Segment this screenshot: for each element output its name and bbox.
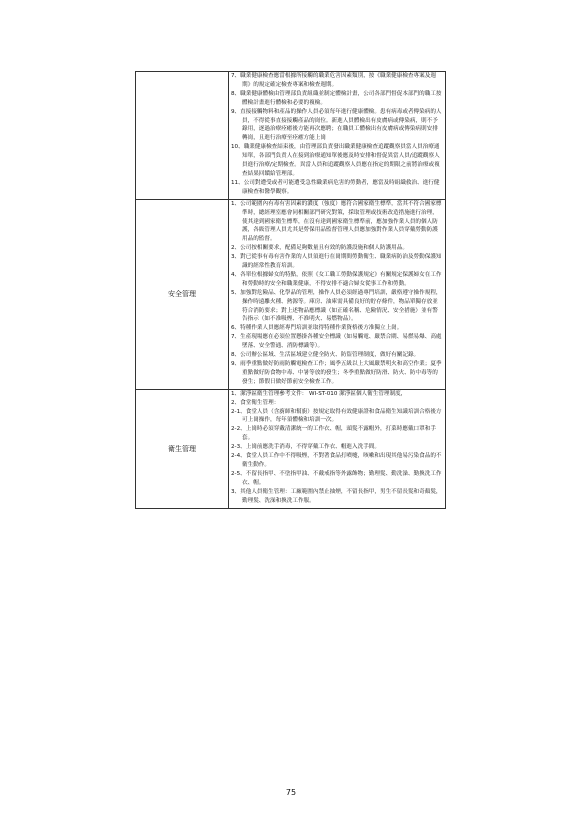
page-number: 75	[285, 788, 297, 797]
list-item: 2、公司按相關要求，配備足夠數量且有效的防護設施和個人防護用品。	[231, 245, 408, 252]
list-item: 2-4、食堂人員工作中不得吸煙，不對著食品打噴嚏，咳嗽和出現其他易污染食品的不衛生動作。	[231, 453, 442, 468]
list-item: 5、加強對危險品、化學品的管理，操作人員必須經過專門培訓，嚴格遵守操作規程，操作時遠離火種、熱源等。庫房、油庫需具備良好的貯存條件，物品單獨存放並符合消防要求；對上述物品應標識（如正確名稱、危險情況、安全措施）並有警告指示（如不准吸煙、不准明火、易燃物品）。	[231, 289, 442, 323]
table-row	[136, 389, 446, 508]
list-item: 7、職業健康檢查應當根據所接觸的職業危害因素類別，按《職業健康檢查專案及週期》的規定確定檢查專案和檢查週期。	[231, 73, 436, 88]
section-label: 衛生管理	[136, 389, 229, 508]
policy-table-body	[136, 72, 446, 509]
list-item: 7、生產現場應在必須位置懸掛各種安全標識（如易觸電、嚴禁合閘、易燃易爆、高處墜落、安全警通、消防標識等）。	[231, 334, 442, 350]
list-item: 8、職業健康體檢由管理部負責組織並制定體檢計畫，公司各部門督促本部門的職工按體檢計畫進行體檢和必要的複檢。	[231, 90, 442, 106]
list-item: 2-3、上崗前應洗手消毒，不得穿戴工作衣、帽進入洗手間。	[231, 444, 380, 451]
list-item: 4、各單位根據婦女的特點，依照《女工職工勞動保護規定》有關規定保護婦女在工作和勞動時的安全和職業健康，不得安排不適合婦女從事工作和勞動。	[231, 271, 442, 287]
list-item: 9、直接接觸物料和產品的操作人員必須每年進行健康體檢。患有病毒或者傳染病的人員，不得從事直接接觸產品的崗位。新進人員體檢出有皮膚病或傳染病，則不予錄用，逐過治療痊癒後方能再次應聘；在職員工體檢出有皮膚病或傳染病則安排轉崗，且進行治療至痊癒方能上崗	[231, 108, 442, 142]
list-item: 2-5、不留長指甲、不塗指甲油、不戴戒指等外露飾物；勤理髮、勤洗澡、勤換洗工作衣、帽。	[231, 470, 442, 486]
list-item: 2、食堂衛生管理：	[231, 399, 280, 406]
list-item: 11、公司對遭受或者可能遭受急性職業病危害的勞動者，應當及時組織救治、進行健康檢查和醫學觀察。	[231, 179, 440, 195]
list-item: 2-2、上崗時必須穿戴清潔統一的工作衣、帽，頭髮不露帽外，打菜時應戴口罩和手套。	[231, 426, 436, 442]
table-row	[136, 72, 446, 200]
section-content	[229, 72, 446, 200]
list-item: 1、公司範圍內有毒有害因素的濃度（強度）應符合國家衛生標準，當其不符合國家標準時，總經理室應會同相關部門研究對策，採取管理或技術改造措施進行治理，使其達到國家衛生標準，在沒有達到國家衛生標準前，應加強作業人員的個人防護，各級管理人員尤其是勞保用品監督管理人員應加強對作業人員穿戴勞動防護用品的監督。	[231, 200, 442, 243]
list-item: 1、潔淨區衛生管理參考文件： WI-ST-010 潔淨區個人衛生管理制度，	[231, 390, 407, 397]
section-content	[229, 389, 446, 508]
list-item: 10、職業健康檢查結束後，由管理部負責發出職業健康檢查追蹤觀察員當人員治療通知單，各部門負責人在接到治療通知單後應及時安排和督促異當人員/追蹤觀察人員進行治療/定期檢查。異當人員和追蹤觀察人員應在指定的期限之前將治療或複查結果回饋給管理部。	[231, 144, 440, 177]
list-item: 9、雨季重點做好防雨防觸電檢查工作；風季五級以上大風嚴禁明火和高空作業；夏季重點做好防食物中毒、中暑等放的發生；冬季重點做好防滑、防火、防中毒等的發生；節假日做好節前安全檢查工作。	[231, 361, 442, 385]
policy-table	[135, 71, 446, 509]
list-item: 8、公司辦公區域、生活區域建立健全防火、防盜管理制度，做好有關記錄。	[231, 352, 420, 359]
list-item: 3、對已從事有毒有害作業的人員須進行在崗期間勞動衛生、職業病防治及勞動保護知識的經常性教育培訓。	[231, 254, 442, 270]
section-content	[229, 199, 446, 389]
list-item: 3、其他人員衛生管理：工廠範圍內禁止抽煙，不留長指甲，男生不留長髮和奇顏髮，勤理髮、洗澡和換洗工作服。	[231, 488, 442, 504]
section-label	[136, 72, 229, 200]
section-label: 安全管理	[136, 199, 229, 389]
list-item: 2-1、食堂人員（含廚師和幫廚）按規定取得有效健康證和食品衛生知識培訓合格後方可上崗操作，每年須體檢和培訓一次。	[231, 408, 442, 424]
list-item: 6、特種作業人員應經專門培訓並取得特種作業資格後方准獨立上崗。	[231, 325, 403, 332]
table-row	[136, 199, 446, 389]
